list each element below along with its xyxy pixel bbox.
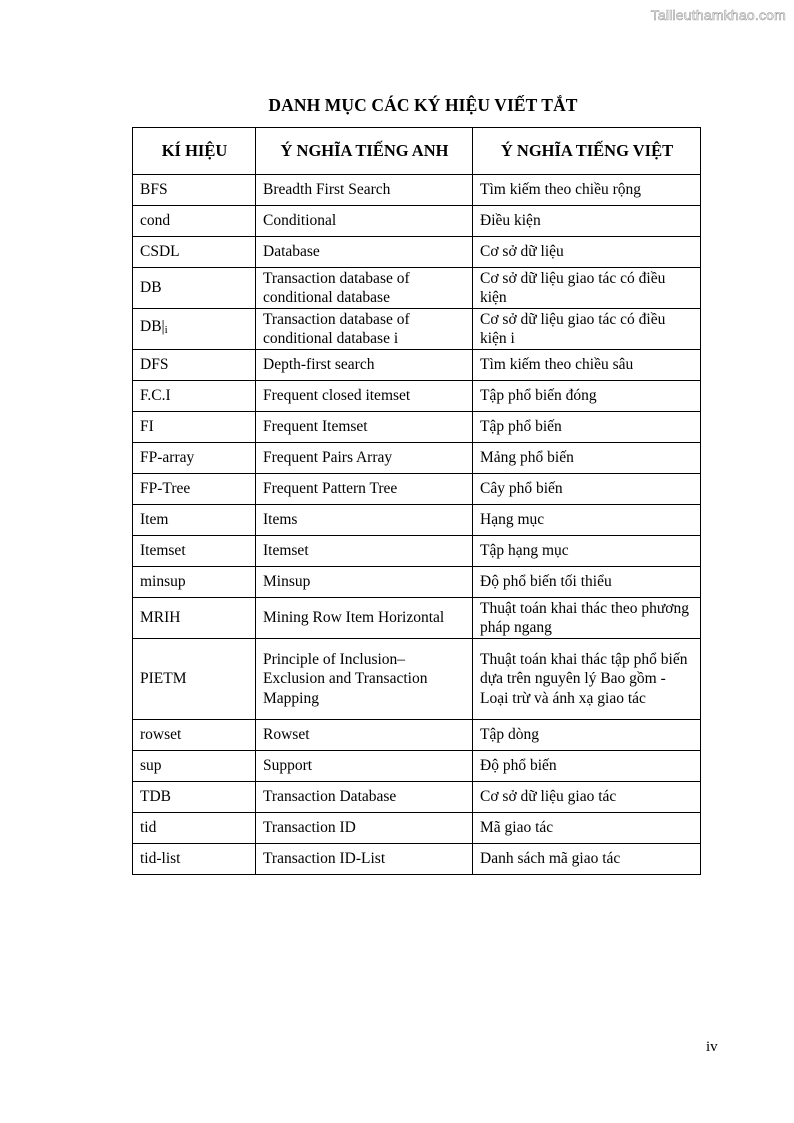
vietnamese-cell: Mảng phổ biến (473, 443, 701, 474)
symbol-cell: rowset (133, 720, 256, 751)
symbol-cell: DB (133, 268, 256, 309)
vietnamese-cell: Tìm kiếm theo chiều sâu (473, 350, 701, 381)
table-row (133, 598, 701, 639)
table-header-row (133, 128, 701, 175)
english-cell: Database (256, 237, 473, 268)
english-cell: Breadth First Search (256, 175, 473, 206)
symbol-subscript: i (164, 324, 168, 337)
table-row (133, 844, 701, 875)
english-cell: Items (256, 505, 473, 536)
header-english-meaning: Ý NGHĨA TIẾNG ANH (256, 128, 473, 175)
symbol-cell: FP-Tree (133, 474, 256, 505)
vietnamese-cell: Cây phổ biến (473, 474, 701, 505)
table-row (133, 412, 701, 443)
english-cell: Principle of Inclusion– Exclusion and Transaction Mapping (256, 639, 473, 720)
english-cell: Conditional (256, 206, 473, 237)
table-row (133, 309, 701, 350)
symbol-cell: PIETM (133, 639, 256, 720)
vietnamese-cell: Cơ sở dữ liệu (473, 237, 701, 268)
symbol-cell: Item (133, 505, 256, 536)
vietnamese-cell: Danh sách mã giao tác (473, 844, 701, 875)
table-row (133, 206, 701, 237)
page-number: iv (706, 1039, 718, 1055)
table-row (133, 813, 701, 844)
vietnamese-cell: Tìm kiếm theo chiều rộng (473, 175, 701, 206)
vietnamese-cell: Độ phổ biến (473, 751, 701, 782)
symbol-cell: Itemset (133, 536, 256, 567)
vietnamese-cell: Thuật toán khai thác tập phổ biến dựa trên nguyên lý Bao gồm - Loại trừ và ánh xạ giao tác (473, 639, 701, 720)
english-cell: Frequent Itemset (256, 412, 473, 443)
english-cell: Depth-first search (256, 350, 473, 381)
table-row (133, 381, 701, 412)
symbol-cell: minsup (133, 567, 256, 598)
symbol-cell: tid (133, 813, 256, 844)
english-cell: Transaction ID (256, 813, 473, 844)
vietnamese-cell: Tập phổ biến đóng (473, 381, 701, 412)
watermark-text: Tailieuthamkhao.com (650, 7, 786, 23)
symbol-cell: cond (133, 206, 256, 237)
english-cell: Rowset (256, 720, 473, 751)
table-row (133, 175, 701, 206)
vietnamese-cell: Hạng mục (473, 505, 701, 536)
vietnamese-cell: Cơ sở dữ liệu giao tác có điều kiện (473, 268, 701, 309)
vietnamese-cell: Cơ sở dữ liệu giao tác có điều kiện i (473, 309, 701, 350)
symbol-cell: TDB (133, 782, 256, 813)
symbol-cell: CSDL (133, 237, 256, 268)
vietnamese-cell: Cơ sở dữ liệu giao tác (473, 782, 701, 813)
symbol-cell: MRIH (133, 598, 256, 639)
vietnamese-cell: Tập dòng (473, 720, 701, 751)
english-cell: Transaction Database (256, 782, 473, 813)
table-row (133, 782, 701, 813)
symbol-cell: sup (133, 751, 256, 782)
english-cell: Frequent closed itemset (256, 381, 473, 412)
symbol-cell: DFS (133, 350, 256, 381)
table-row (133, 350, 701, 381)
symbol-cell: FP-array (133, 443, 256, 474)
symbol-cell (133, 309, 256, 350)
header-vietnamese-meaning: Ý NGHĨA TIẾNG VIỆT (473, 128, 701, 175)
vietnamese-cell: Mã giao tác (473, 813, 701, 844)
header-symbol: KÍ HIỆU (133, 128, 256, 175)
english-cell: Frequent Pairs Array (256, 443, 473, 474)
table-row (133, 237, 701, 268)
symbol-cell: tid-list (133, 844, 256, 875)
table-row (133, 268, 701, 309)
table-row (133, 536, 701, 567)
table-row (133, 720, 701, 751)
english-cell: Itemset (256, 536, 473, 567)
symbol-text: DB| (140, 318, 165, 336)
vietnamese-cell: Thuật toán khai thác theo phương pháp ngang (473, 598, 701, 639)
english-cell: Mining Row Item Horizontal (256, 598, 473, 639)
symbol-cell: F.C.I (133, 381, 256, 412)
vietnamese-cell: Điều kiện (473, 206, 701, 237)
english-cell: Transaction ID-List (256, 844, 473, 875)
symbol-cell: BFS (133, 175, 256, 206)
page-title: DANH MỤC CÁC KÝ HIỆU VIẾT TẮT (268, 95, 578, 115)
abbreviation-table (132, 127, 701, 875)
vietnamese-cell: Tập hạng mục (473, 536, 701, 567)
table-row (133, 639, 701, 720)
english-cell: Frequent Pattern Tree (256, 474, 473, 505)
english-cell: Transaction database of conditional database (256, 268, 473, 309)
table-row (133, 567, 701, 598)
english-cell: Transaction database of conditional database i (256, 309, 473, 350)
table-row (133, 751, 701, 782)
symbol-cell: FI (133, 412, 256, 443)
vietnamese-cell: Độ phổ biến tối thiểu (473, 567, 701, 598)
vietnamese-cell: Tập phổ biến (473, 412, 701, 443)
table-row (133, 443, 701, 474)
english-cell: Support (256, 751, 473, 782)
table-row (133, 505, 701, 536)
table-row (133, 474, 701, 505)
english-cell: Minsup (256, 567, 473, 598)
